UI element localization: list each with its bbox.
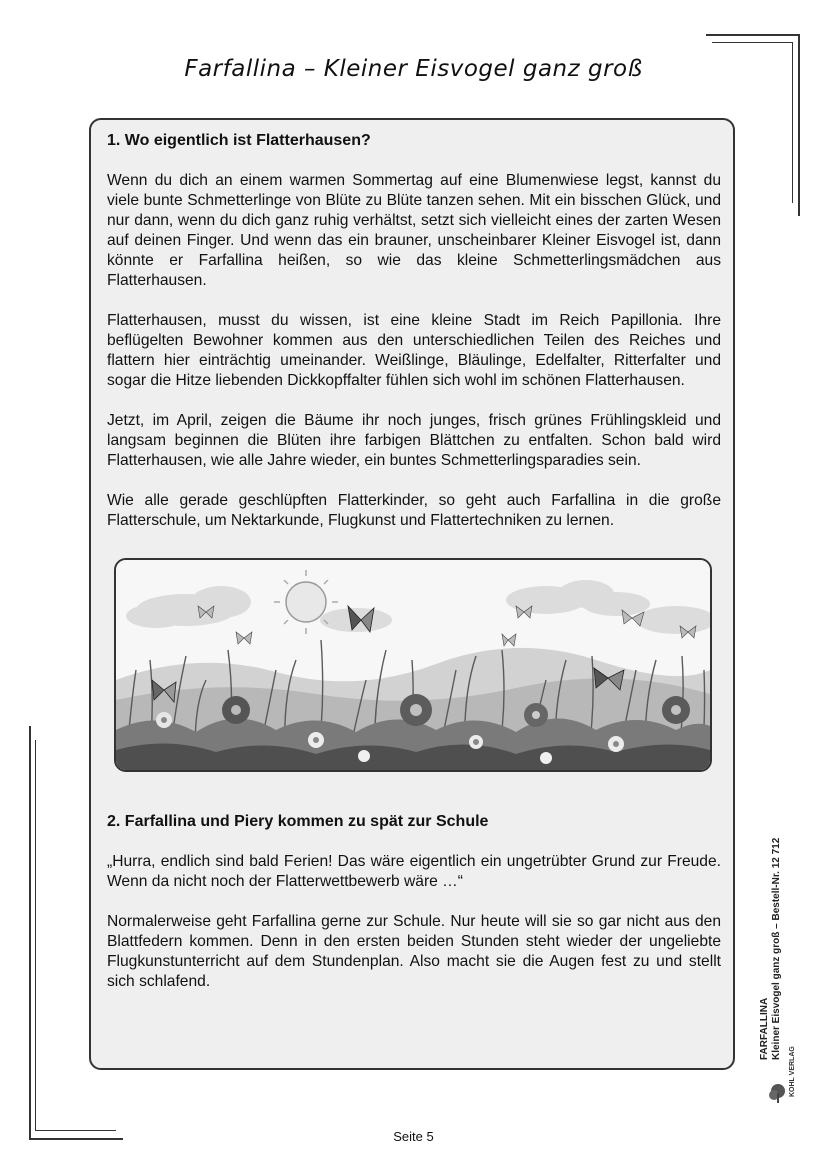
page-number: Seite 5: [393, 1129, 434, 1144]
side-label-series: FARFALLINA: [759, 997, 770, 1060]
paragraph: Flatterhausen, musst du wissen, ist eine kleine Stadt im Reich Papillonia. Ihre beflügelten Bewohner kommen aus den unterschiedlichen Teilen des Reiches und flattern hier einträchtig umeinander. Weißlinge, Bläulinge, Edelfalter, Ritterfalter und sogar die Hitze liebenden Dickkopffalter fühlen sich wohl im schönen Flatterhausen.: [107, 312, 721, 389]
paragraph: Wie alle gerade geschlüpften Flatterkinder, so geht auch Farfallina in die große Flatterschule, um Nektarkunde, Flugkunst und Flattertechniken zu lernen.: [107, 492, 721, 529]
section-1-heading: 1. Wo eigentlich ist Flatterhausen?: [107, 132, 371, 149]
paragraph: Jetzt, im April, zeigen die Bäume ihr noch junges, frisch grünes Frühlingskleid und langsam beginnen die Blüten ihre farbigen Blättchen zu entfalten. Schon bald wird Flatterhausen, wie alle Jahre wieder, ein buntes Schmetterlingsparadies sein.: [107, 412, 721, 469]
section-2: [107, 812, 721, 992]
tree-icon: [769, 1084, 785, 1103]
section-2-heading: 2. Farfallina und Piery kommen zu spät zur Schule: [107, 813, 489, 830]
paragraph: „Hurra, endlich sind bald Ferien! Das wäre eigentlich ein ungetrübter Grund zur Freude. Wenn da nicht noch der Flatterwettbewerb wäre …“: [107, 853, 721, 890]
meadow-illustration: [114, 558, 712, 772]
side-label: [759, 780, 803, 1060]
side-label-order: Kleiner Eisvogel ganz groß – Bestell-Nr. 12 712: [771, 837, 782, 1060]
page-title: Farfallina – Kleiner Eisvogel ganz groß: [184, 56, 643, 82]
paragraph: Wenn du dich an einem warmen Sommertag auf eine Blumenwiese legst, kannst du viele bunte Schmetterlinge von Blüte zu Blüte tanzen sehen. Mit ein bisschen Glück, und nur dann, wenn du dich ganz ruhig verhältst, setzt sich vielleicht eines der zarten Wesen auf deinen Finger. Und wenn das ein brauner, unscheinbarer Kleiner Eisvogel ist, dann könnte er Farfallina heißen, so wie das kleine Schmetterlingsmädchen aus Flatterhausen.: [107, 172, 721, 289]
publisher-logo: [768, 1035, 798, 1105]
paragraph: Normalerweise geht Farfallina gerne zur Schule. Nur heute will sie so gar nicht aus den Blattfedern kommen. Denn in den ersten beiden Stunden steht wieder der ungeliebte Flugkunstunterricht auf dem Stundenplan. Also macht sie die Augen fest zu und stellt sich schlafend.: [107, 913, 721, 990]
publisher-name: KOHL VERLAG: [789, 1046, 796, 1097]
section-1: [107, 131, 721, 531]
